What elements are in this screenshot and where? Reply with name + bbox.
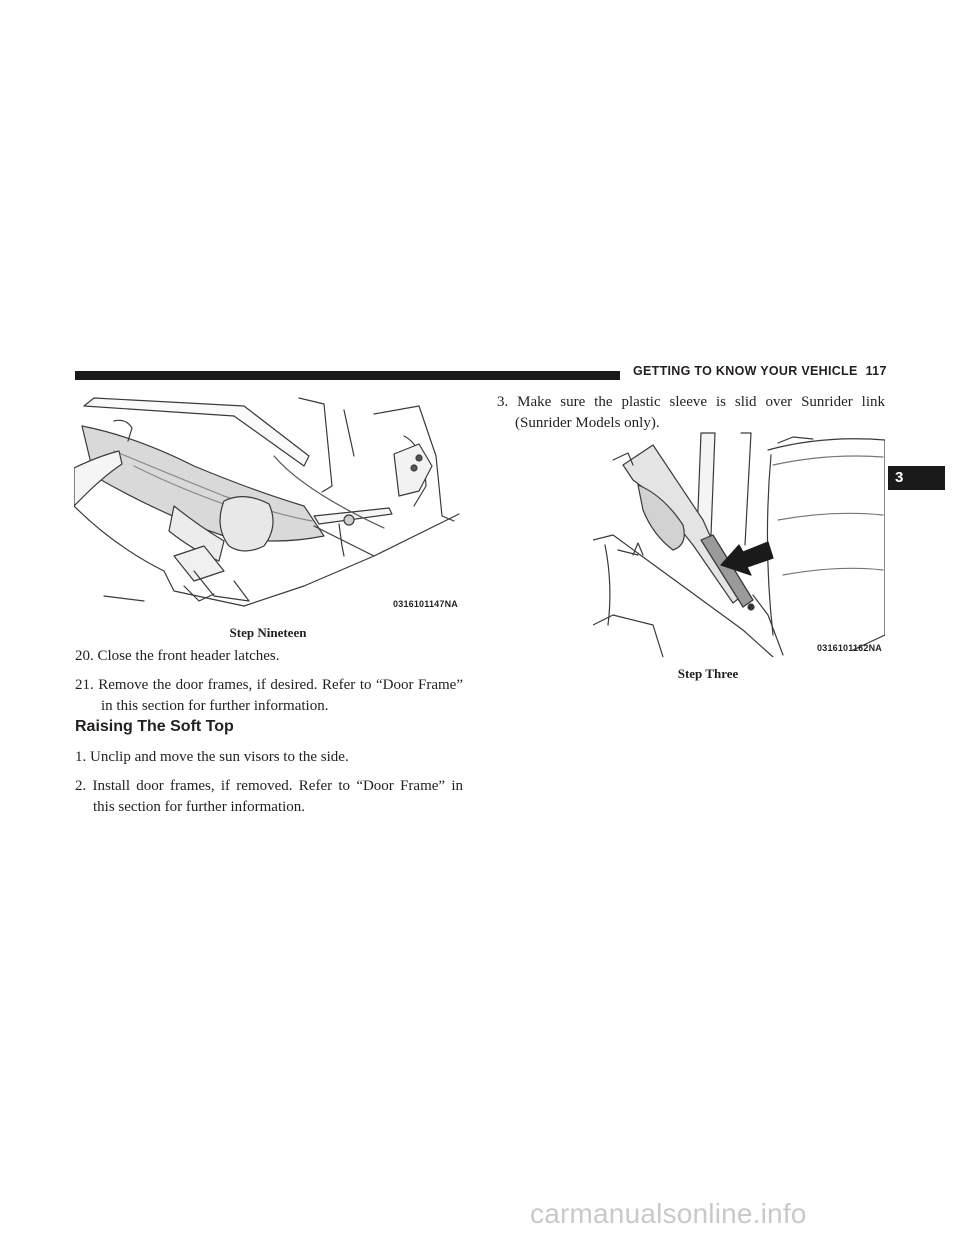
section-heading: Raising The Soft Top <box>75 718 234 735</box>
figure-caption: Step Nineteen <box>229 625 307 640</box>
step-21-text: 21. Remove the door frames, if desired. Refer to “Door Frame” in this section for further information. <box>75 677 463 714</box>
chapter-tab: 3 <box>888 466 945 490</box>
figure-code: 0316101162NA <box>817 643 882 653</box>
figure-caption: Step Three <box>677 666 739 681</box>
figure-code: 0316101147NA <box>393 599 458 609</box>
watermark: carmanualsonline.info <box>530 1198 807 1229</box>
running-header <box>633 364 887 378</box>
sunrider-link-illustration <box>593 425 885 657</box>
step-1-text: 1. Unclip and move the sun visors to the side. <box>75 749 349 765</box>
illustration-step-three <box>593 425 885 657</box>
header-rule <box>75 371 620 380</box>
step-20-text: 20. Close the front header latches. <box>75 648 280 664</box>
page-number: 117 <box>865 364 887 378</box>
soft-top-folding-illustration <box>74 396 462 614</box>
step-3-text: 3. Make sure the plastic sleeve is slid over Sunrider link (Sunrider Models only). <box>497 394 885 431</box>
illustration-step-nineteen <box>74 396 462 614</box>
section-title: GETTING TO KNOW YOUR VEHICLE <box>633 364 858 378</box>
step-2-text: 2. Install door frames, if removed. Refer to “Door Frame” in this section for further information. <box>75 778 463 815</box>
